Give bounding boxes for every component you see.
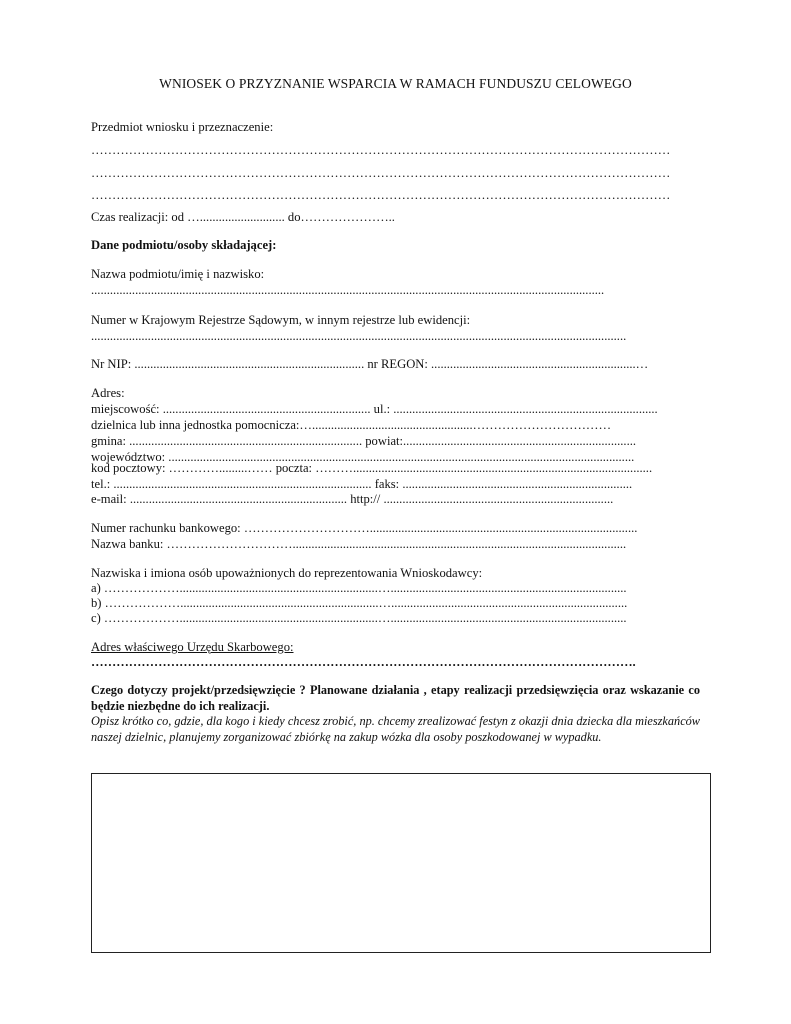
district-field[interactable]: dzielnica lub inna jednostka pomocnicza:…...................................................……………………………: [91, 418, 612, 432]
bank-name-field[interactable]: Nazwa banku: …………………………..........................................................................................................: [91, 537, 627, 551]
postcode-field[interactable]: kod pocztowy: ………….........…… poczta: ………...............................................................................................: [91, 461, 653, 475]
municipality-field[interactable]: gmina: .......................................................................... powiat:..........................................................................: [91, 434, 637, 448]
registry-field[interactable]: ..........................................................................................................................................................................: [91, 329, 627, 343]
locality-field[interactable]: miejscowość: .................................................................. ul.: ....................................................................................: [91, 402, 658, 416]
representatives-label: Nazwiska i imiona osób upoważnionych do reprezentowania Wnioskodawcy:: [91, 566, 483, 580]
registry-label: Numer w Krajowym Rejestrze Sądowym, w innym rejestrze lub ewidencji:: [91, 313, 471, 327]
project-question: Czego dotyczy projekt/przedsięwzięcie ? Planowane działania , etapy realizacji przedsięwzięcia oraz wskazanie co będzie niezbędne do ich realizacji.: [91, 683, 700, 713]
email-www-field[interactable]: e-mail: ..................................................................... http:// .........................................................................: [91, 492, 614, 506]
form-title: WNIOSEK O PRZYZNANIE WSPARCIA W RAMACH FUNDUSZU CELOWEGO: [159, 76, 632, 91]
representative-c-field[interactable]: c) ………………...............................................................…...........................................................................: [91, 611, 627, 625]
nip-regon-field[interactable]: Nr NIP: ......................................................................... nr REGON: .................................................................…: [91, 357, 649, 371]
project-hint: Opisz krótko co, gdzie, dla kogo i kiedy chcesz zrobić, np. chcemy zrealizować festyn z okazji dnia dziecka dla mieszkańców naszej dzielnic, planujemy zorganizować zbiórkę na zakup wózka dla osoby poszkodowanej w wypadku.: [91, 714, 700, 744]
representative-a-field[interactable]: a) ………………...............................................................…...........................................................................: [91, 581, 627, 595]
project-description-box[interactable]: [91, 773, 711, 953]
representative-b-field[interactable]: b) ………………...............................................................…...........................................................................: [91, 596, 628, 610]
applicant-name-field[interactable]: ...................................................................................................................................................................: [91, 283, 605, 297]
applicant-heading: Dane podmiotu/osoby składającej:: [91, 238, 277, 252]
tax-office-field[interactable]: ………………………………………………………………………………………………………………….: [91, 655, 636, 669]
voivodeship-field[interactable]: województwo: ....................................................................................................................................................: [91, 450, 635, 464]
bank-account-field[interactable]: Numer rachunku bankowego: ………………………….....................................................................................: [91, 521, 638, 535]
applicant-name-label: Nazwa podmiotu/imię i nazwisko:: [91, 267, 265, 281]
purpose-label: Przedmiot wniosku i przeznaczenie:: [91, 120, 274, 134]
timing-field[interactable]: Czas realizacji: od …........................... do…………………..: [91, 210, 395, 224]
phone-fax-field[interactable]: tel.: .................................................................................. faks: .........................................................................: [91, 477, 633, 491]
tax-office-label: Adres właściwego Urzędu Skarbowego:: [91, 640, 294, 654]
purpose-line-2[interactable]: …………………………………………………………………………………………………………………………: [91, 166, 671, 180]
purpose-line-1[interactable]: …………………………………………………………………………………………………………………………: [91, 143, 671, 157]
purpose-line-3[interactable]: …………………………………………………………………………………………………………………………: [91, 188, 671, 202]
address-label: Adres:: [91, 386, 125, 400]
